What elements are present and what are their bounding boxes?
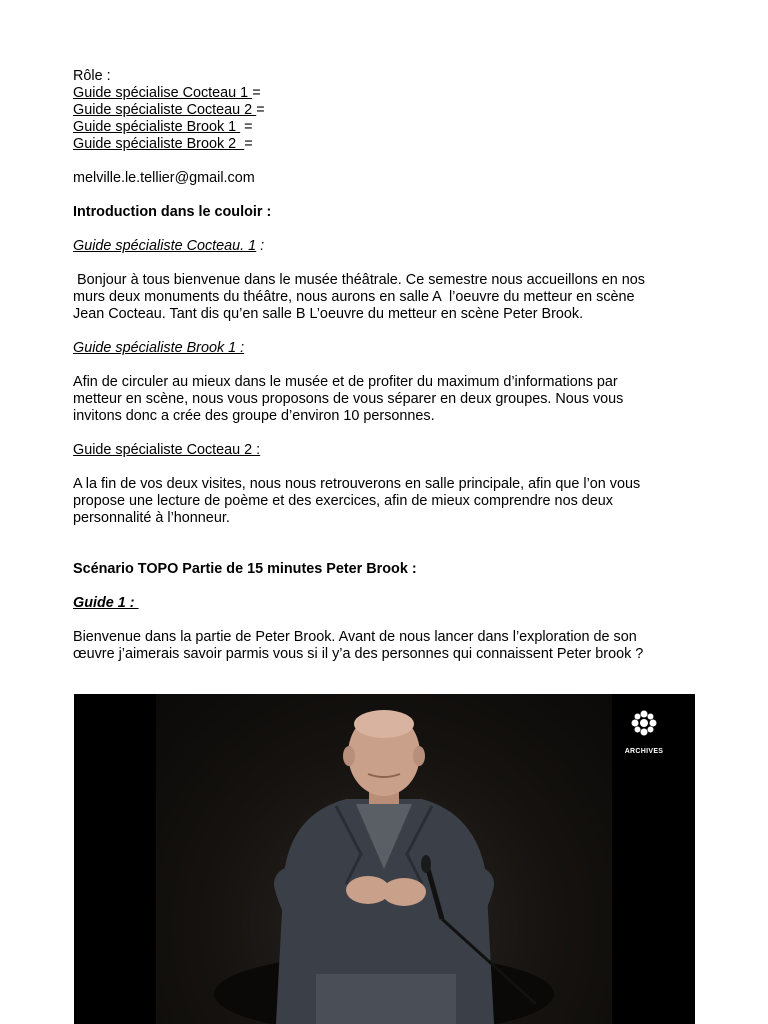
paragraph-line: A la fin de vos deux visites, nous nous retrouverons en salle principale, afin que l’on vous: [73, 476, 641, 492]
person-illustration: [156, 694, 612, 1024]
role-item: [73, 102, 703, 119]
role-item: [73, 119, 703, 136]
speaker-label: Guide spécialiste Cocteau 2 :: [73, 442, 261, 458]
video-stage: [156, 694, 612, 1024]
role-suffix: =: [240, 119, 253, 135]
role-item: [73, 136, 703, 153]
paragraph-line: murs deux monuments du théâtre, nous aurons en salle A l’oeuvre du metteur en scène: [73, 289, 635, 305]
paragraph-line: metteur en scène, nous vous proposons de vous séparer en deux groupes. Nous vous: [73, 391, 624, 407]
scenario-heading: Scénario TOPO Partie de 15 minutes Peter Brook :: [73, 561, 417, 577]
paragraph-line: Bienvenue dans la partie de Peter Brook. Avant de nous lancer dans l’exploration de son: [73, 629, 637, 645]
speaker-suffix: :: [256, 238, 265, 254]
paragraph-line: invitons donc a crée des groupe d’environ 10 personnes.: [73, 408, 435, 424]
broadcaster-logo: [621, 710, 667, 760]
role-item: [73, 85, 703, 102]
paragraph-line: Afin de circuler au mieux dans le musée et de profiter du maximum d’informations par: [73, 374, 618, 390]
paragraph-line: propose une lecture de poème et des exercices, afin de mieux comprendre nos deux: [73, 493, 613, 509]
paragraph-line: œuvre j’aimerais savoir parmis vous si il y’a des personnes qui connaissent Peter brook ?: [73, 646, 644, 662]
role-name: Guide spécialiste Brook 1: [73, 119, 241, 135]
logo-caption: ARCHIVES: [624, 748, 664, 755]
speaker-label: Guide spécialiste Brook 1 :: [73, 340, 245, 356]
role-suffix: =: [252, 85, 261, 101]
intro-heading: Introduction dans le couloir :: [73, 204, 272, 220]
role-name: Guide spécialise Cocteau 1: [73, 85, 253, 101]
video-still[interactable]: [74, 694, 695, 1024]
role-name: Guide spécialiste Brook 2: [73, 136, 245, 152]
email-text: melville.le.tellier@gmail.com: [73, 170, 255, 186]
paragraph-line: personnalité à l’honneur.: [73, 510, 230, 526]
role-suffix: =: [244, 136, 253, 152]
document-body: [73, 68, 703, 663]
role-suffix: =: [256, 102, 265, 118]
speaker-label: [73, 238, 703, 255]
paragraph-line: Bonjour à tous bienvenue dans le musée théâtrale. Ce semestre nous accueillons en nos: [73, 272, 645, 288]
role-name: Guide spécialiste Cocteau 2: [73, 102, 257, 118]
gem-logo-icon: [629, 710, 659, 736]
paragraph-line: Jean Cocteau. Tant dis qu’en salle B L’oeuvre du metteur en scène Peter Brook.: [73, 306, 584, 322]
speaker-label: Guide 1 :: [73, 595, 139, 611]
speaker-name: Guide spécialiste Cocteau. 1: [73, 238, 257, 254]
role-label: Rôle :: [73, 68, 111, 84]
